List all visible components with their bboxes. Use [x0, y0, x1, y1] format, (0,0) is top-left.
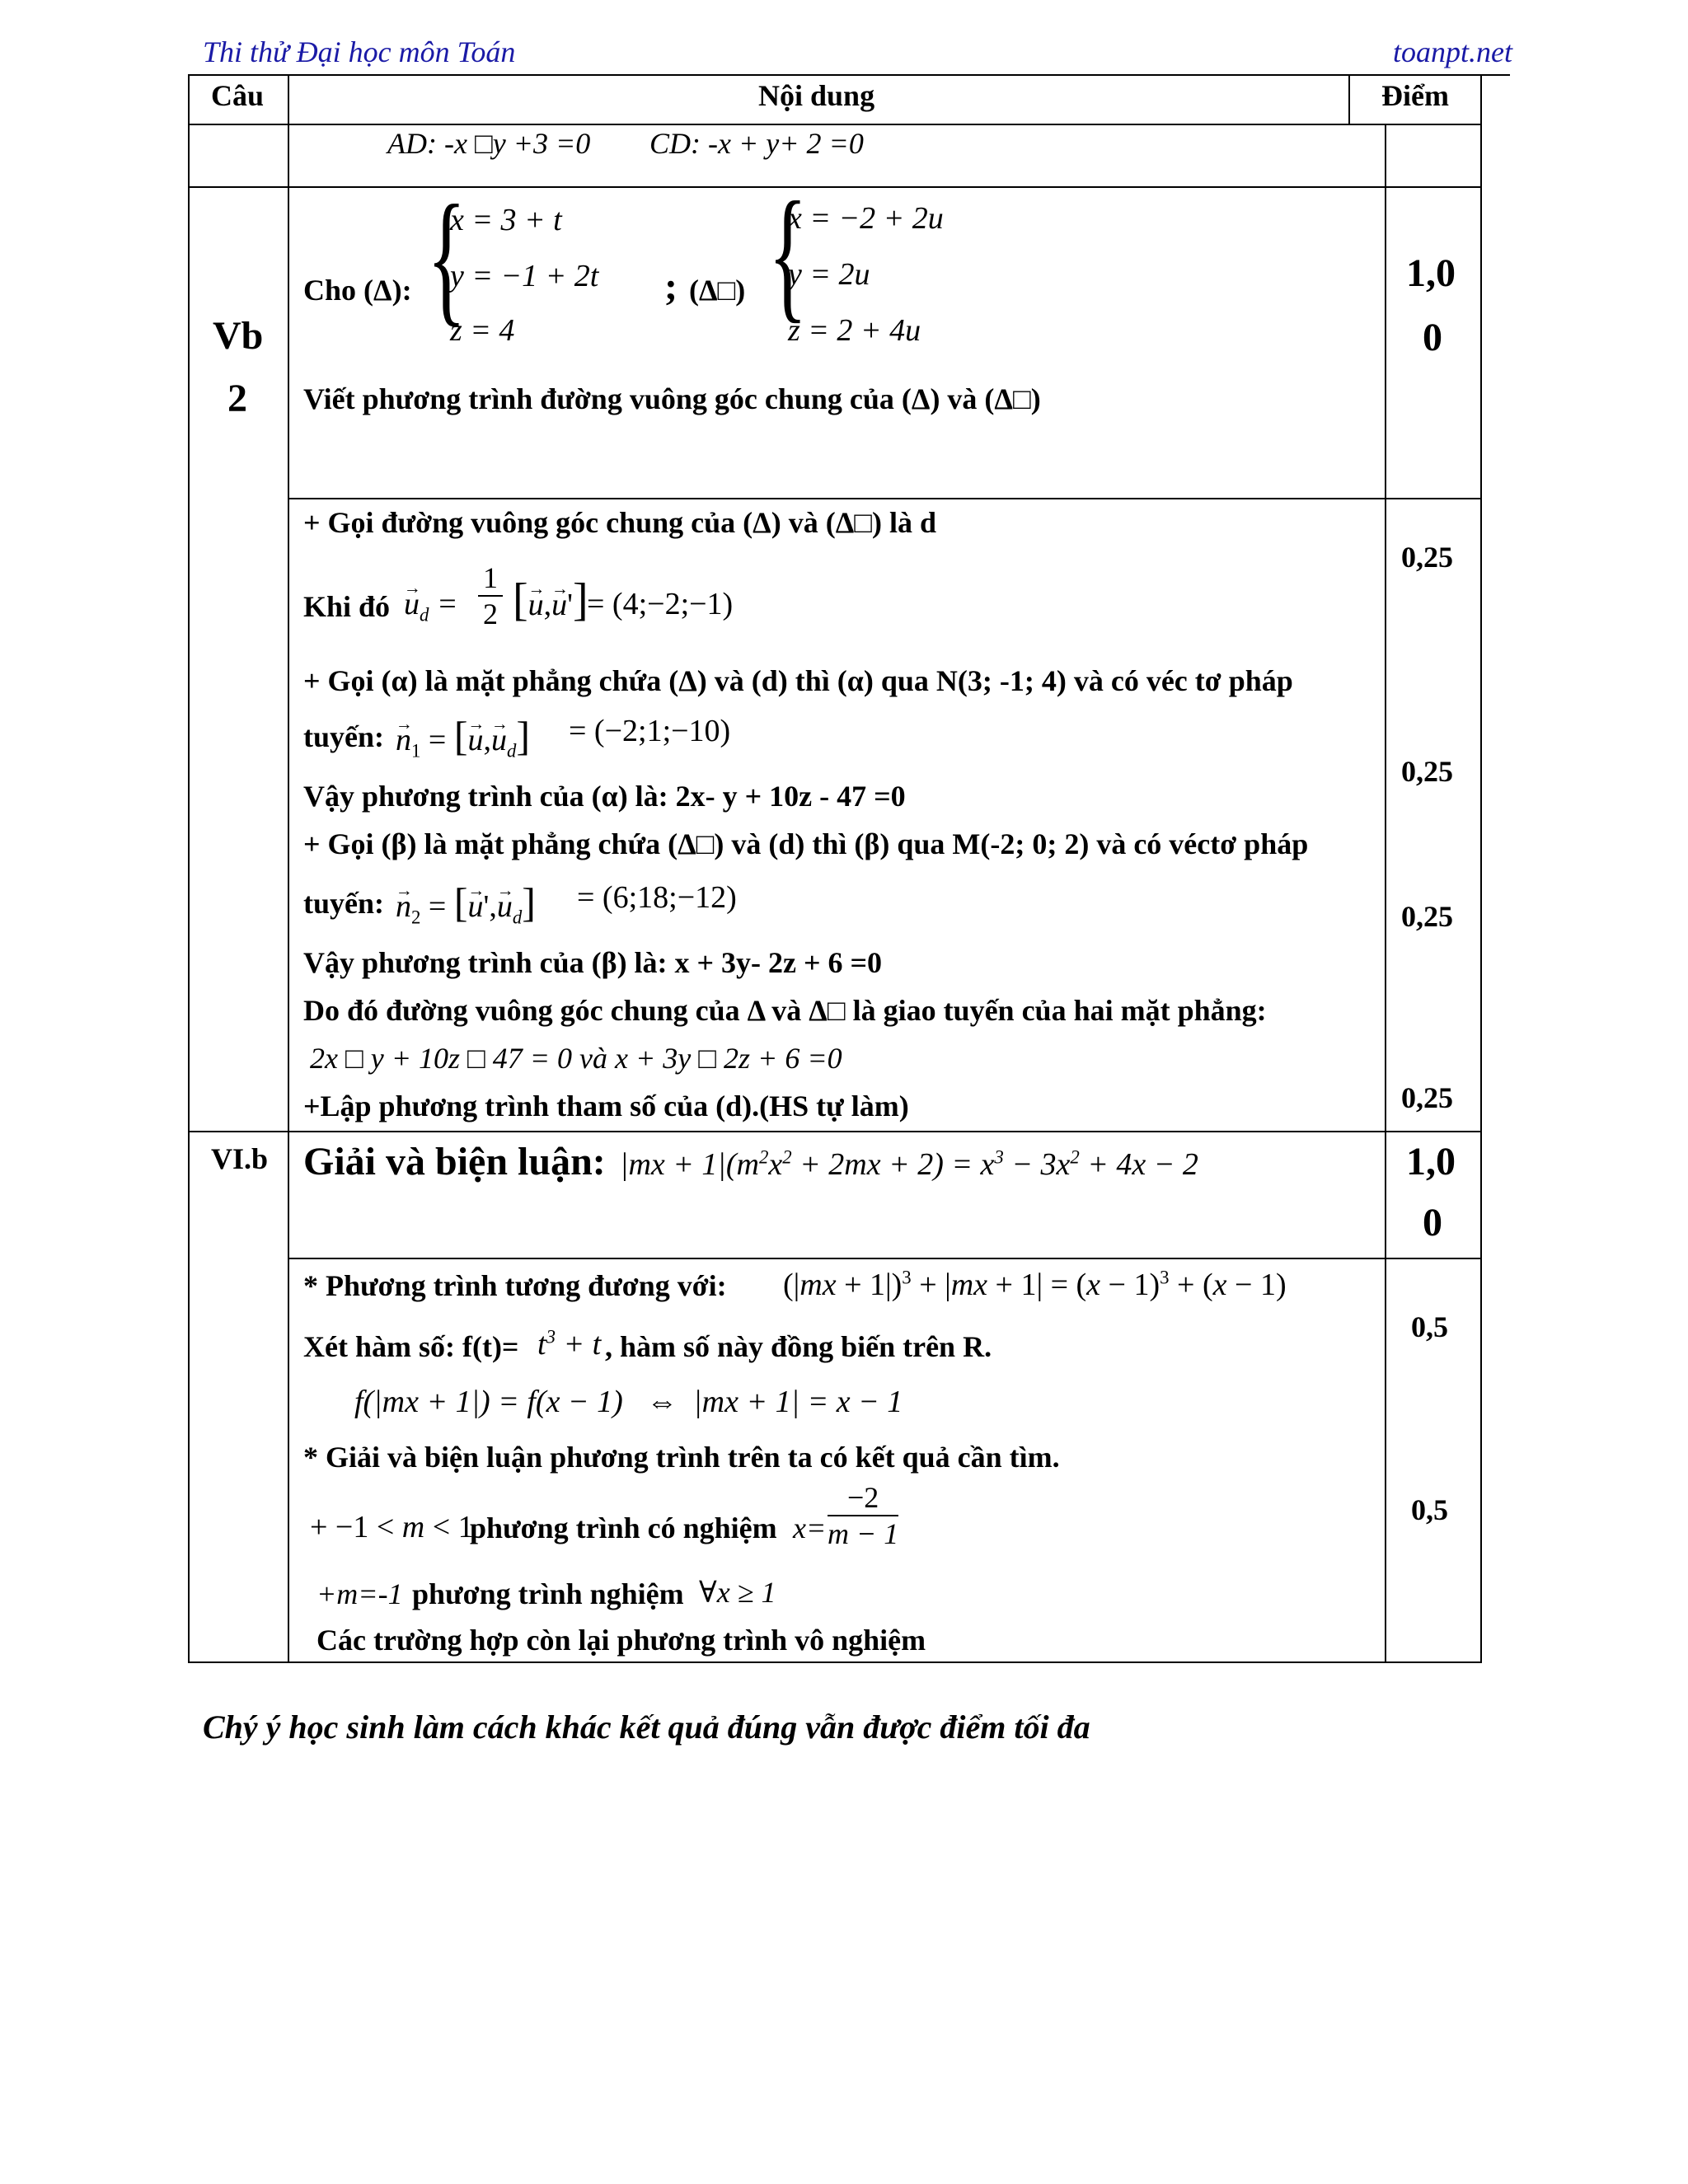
vb2-score-b: 0 [1423, 316, 1442, 359]
sol-line-9: Do đó đường vuông góc chung của Δ và Δ□ là giao tuyến của hai mặt phẳng: [303, 994, 1267, 1027]
sol-line-7-result: = (6;18;−12) [577, 880, 737, 915]
vb2-sol-score-2: 0,25 [1401, 755, 1453, 788]
vib-title: Giải và biện luận: [303, 1140, 606, 1183]
problem-delta-prime: (Δ□) [689, 274, 746, 307]
table-row-line-vb2-sol [288, 498, 1482, 499]
vib-sol-line-1: * Phương trình tương đương với: [303, 1269, 727, 1302]
header-title: Thi thử Đại học môn Toán [203, 35, 516, 68]
col-header-noidung: Nội dung [758, 79, 875, 112]
vector-n1: → $n_1$ = [→ $u,\to u_d$] [396, 715, 530, 757]
fraction-one-half: $\frac{1}{2}$ [478, 560, 503, 631]
sol-line-3: + Gọi (α) là mặt phẳng chứa (Δ) và (d) thì (α) qua N(3; -1; 4) và có véc tơ pháp [303, 664, 1293, 697]
table-row-line-vib [188, 1131, 1482, 1132]
sol-line-4-result: = (−2;1;−10) [569, 714, 731, 748]
vib-function-def: $t^3 + t$ [537, 1326, 602, 1361]
table-divider-header-diem [1348, 74, 1350, 124]
bracket-cross: [→ u,→ u'] [513, 577, 588, 623]
table-divider-cau [288, 74, 289, 1663]
problem-task: Viết phương trình đường vuông góc chung của (Δ) và (Δ□) [303, 382, 1041, 415]
sol-line-8: Vậy phương trình của (β) là: x + 3y- 2z + 6 =0 [303, 946, 883, 979]
problem-cho-delta: Cho (Δ): [303, 274, 412, 307]
vib-sol-line-6-prefix: +m=-1 [316, 1577, 403, 1610]
sol-line-11: +Lập phương trình tham số của (d).(HS tự làm) [303, 1090, 909, 1122]
sol-line-2-result: = (4;−2;−1) [587, 587, 734, 621]
vb2-sol-score-4: 0,25 [1401, 1081, 1453, 1114]
question-label-vb: Vb [213, 314, 264, 358]
vib-sol-score-2: 0,5 [1411, 1493, 1448, 1526]
vib-sol-line-3: f(|mx + 1|) = f(x − 1) ⇔ |mx + 1| = x − 1 [354, 1385, 903, 1419]
sol-line-5: Vậy phương trình của (α) là: 2x- y + 10z - 47 =0 [303, 780, 906, 813]
table-row-line-vib-sol [288, 1258, 1482, 1259]
system1-line-1: x = 3 + t [450, 203, 562, 237]
table-border-left [188, 74, 190, 1663]
sol-line-6: + Gọi (β) là mặt phẳng chứa (Δ□) và (d) thì (β) qua M(-2; 0; 2) và có véctơ pháp [303, 827, 1309, 860]
sol-line-7-prefix: tuyến: [303, 887, 384, 920]
vib-sol-score-1: 0,5 [1411, 1310, 1448, 1343]
vib-sol-line-4: * Giải và biện luận phương trình trên ta có kết quả cần tìm. [303, 1441, 1060, 1474]
vib-sol-line-7: Các trường hợp còn lại phương trình vô nghiệm [316, 1624, 926, 1657]
vib-sol-line-6-cond: ∀x ≥ 1 [699, 1576, 776, 1609]
vib-sol-line-5-x: x= [793, 1511, 827, 1544]
sol-line-4-prefix: tuyến: [303, 720, 384, 753]
sol-line-2-prefix: Khi đó [303, 590, 391, 623]
table-row-line-0 [188, 186, 1482, 188]
sol-line-1: + Gọi đường vuông góc chung của (Δ) và (Δ□) là d [303, 506, 937, 539]
vib-sol-line-6-mid: phương trình nghiệm [412, 1577, 684, 1610]
vib-score-b: 0 [1423, 1201, 1442, 1244]
vib-sol-line-2: Xét hàm số: f(t)= [303, 1330, 519, 1363]
vib-equation: $|mx + 1|(m^2x^2 + 2mx + 2) = x^3 - 3x^2 + 4x - 2$ [620, 1146, 1198, 1182]
sol-line-10: 2x □ y + 10z □ 47 = 0 và x + 3y □ 2z + 6 =0 [310, 1042, 842, 1075]
vib-condition-1: + −1 < m < 1 [310, 1510, 474, 1544]
system2-line-3: z = 2 + 4u [788, 313, 921, 348]
table-border-bottom [188, 1661, 1482, 1663]
vb2-sol-score-1: 0,25 [1401, 541, 1453, 574]
vb2-sol-score-3: 0,25 [1401, 900, 1453, 933]
vib-sol-line-5-mid: phương trình có nghiệm [470, 1511, 777, 1544]
system-brace-2: { [768, 171, 808, 335]
vector-u-d: → $u_d$ = [404, 588, 458, 620]
system1-line-2: y = −1 + 2t [450, 259, 599, 293]
vector-n2: → $n_2$ = [→ $u',\to u_d$] [396, 882, 536, 923]
vib-fraction-root [828, 1480, 898, 1551]
table-border-right [1480, 74, 1482, 1663]
col-header-cau: Câu [211, 79, 265, 112]
table-row-line-header [188, 124, 1482, 125]
system-brace-1: { [427, 175, 467, 339]
vb2-score-a: 1,0 [1406, 251, 1456, 295]
vib-fraction-num: −2 [828, 1480, 898, 1516]
system2-line-1: x = −2 + 2u [788, 201, 944, 236]
vib-fraction-den: m − 1 [828, 1517, 899, 1550]
header-site: toanpt.net [1393, 35, 1512, 68]
vib-score-a: 1,0 [1406, 1140, 1456, 1183]
equation-ad: AD: -x □y +3 =0 [387, 127, 591, 160]
table-border-top [188, 74, 1482, 76]
system2-line-2: y = 2u [788, 257, 870, 292]
footnote: Chý ý học sinh làm cách khác kết quả đúng vẫn được điểm tối đa [203, 1708, 1090, 1746]
system1-line-3: z = 4 [450, 313, 515, 348]
vib-equivalent-eq: $(|mx + 1|)^3 + |mx + 1| = (x - 1)^3 + (x - 1)$ [783, 1267, 1287, 1302]
question-label-vib: VI.b [211, 1142, 269, 1175]
question-label-vb-num: 2 [227, 377, 247, 420]
col-header-diem: Điểm [1381, 79, 1449, 112]
table-divider-diem [1385, 124, 1386, 1663]
equation-cd: CD: -x + y+ 2 =0 [649, 127, 864, 160]
system-separator: ; [664, 265, 678, 308]
vib-sol-line-2-suffix: , hàm số này đồng biến trên R. [605, 1330, 992, 1363]
